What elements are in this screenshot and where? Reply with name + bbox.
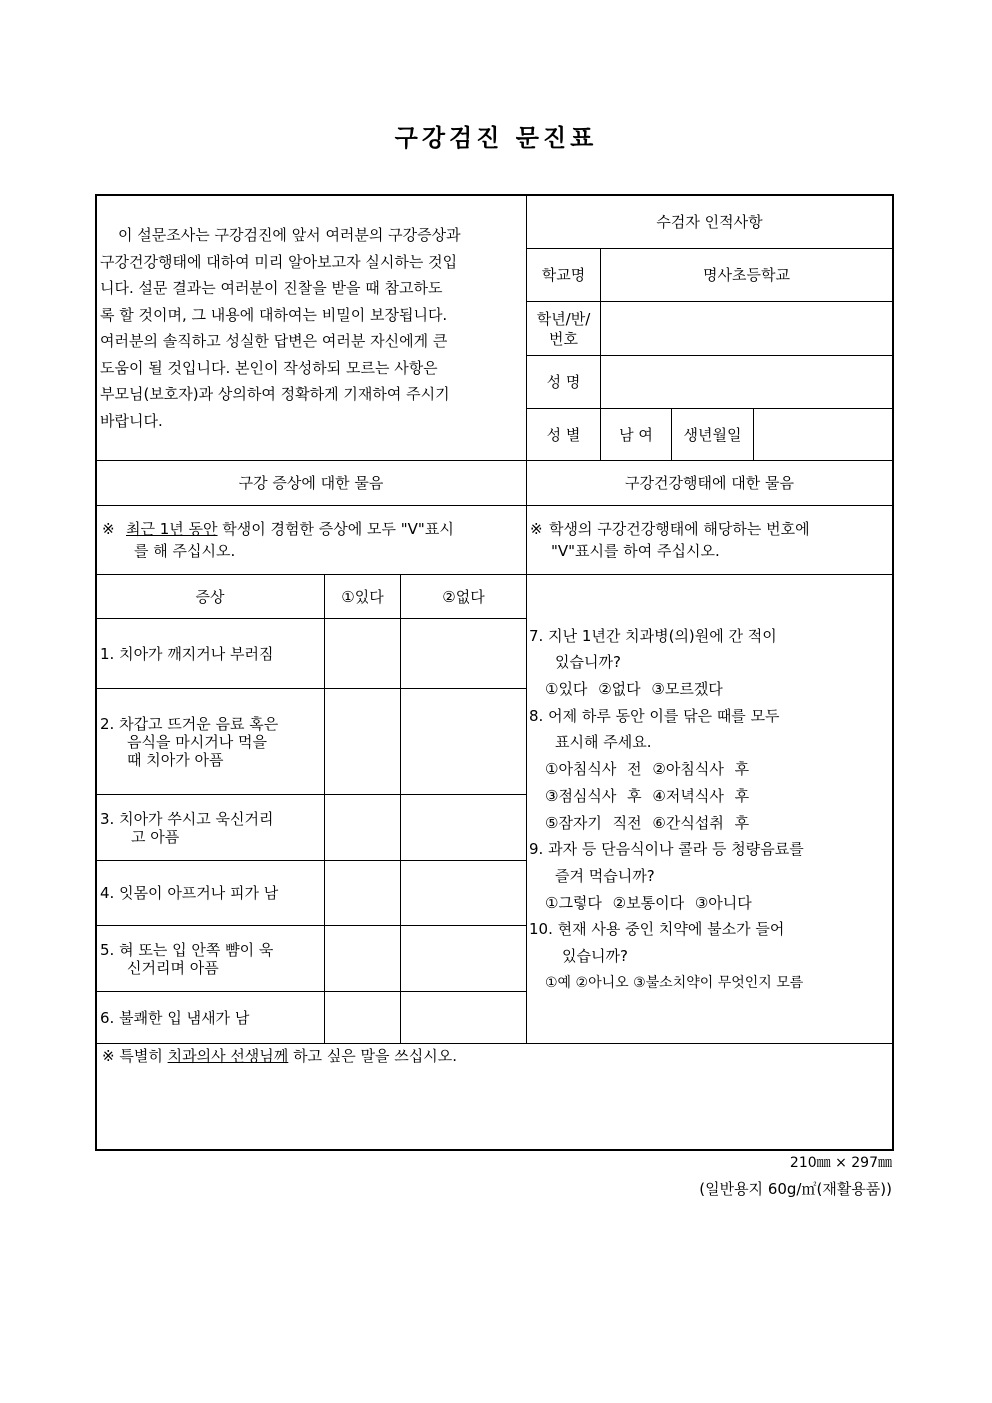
special-note-pre: 특별히: [114, 1047, 168, 1065]
symptom-text: 고 아픔: [131, 827, 180, 846]
special-note-dentist: 치과의사 선생님께: [167, 1047, 289, 1065]
behavior-question-line: 즐겨 먹습니까?: [555, 867, 655, 885]
symptom-no-checkbox[interactable]: [401, 795, 527, 861]
symptom-yes-checkbox[interactable]: [325, 619, 401, 689]
symptom-text: 2. 차갑고 뜨거운 음료 혹은: [100, 714, 279, 733]
symptom-row-label: [96, 795, 325, 861]
behavior-question-line: 있습니까?: [562, 947, 628, 965]
behavior-instruction-line2: "V"표시를 하여 주십시오.: [551, 542, 720, 560]
intro-line: 니다. 설문 결과는 여러분이 진찰을 받을 때 참고하도: [100, 279, 443, 297]
symptom-yes-checkbox[interactable]: [325, 689, 401, 795]
symptom-column-header: 증상: [96, 575, 325, 619]
symptom-instruction: [96, 506, 527, 575]
symptom-no-checkbox[interactable]: [401, 926, 527, 992]
sex-label: 성 별: [527, 409, 601, 461]
paper-type-note: (일반용지 60g/㎡(재활용품)): [699, 1180, 892, 1198]
birthdate-field[interactable]: [754, 409, 892, 461]
symptom-row-label: [96, 861, 325, 926]
school-label: 학교명: [527, 249, 601, 302]
symptom-text: 4. 잇몸이 아프거나 피가 남: [100, 884, 279, 902]
behavior-answer-options[interactable]: ①예 ②아니오 ③불소치약이 무엇인지 모름: [545, 975, 804, 991]
symptom-row-label: [96, 926, 325, 992]
intro-line: 구강건강행태에 대하여 미리 알아보고자 실시하는 것입: [100, 252, 458, 271]
grade-label-line: 번호: [549, 329, 578, 348]
behavior-answer-options[interactable]: ③점심식사 후 ④저녁식사 후: [545, 787, 750, 805]
symptom-yes-checkbox[interactable]: [325, 926, 401, 992]
symptom-yes-checkbox[interactable]: [325, 795, 401, 861]
grade-class-number-field[interactable]: [601, 302, 892, 356]
symptom-no-checkbox[interactable]: [401, 619, 527, 689]
symptom-row-label: [96, 619, 325, 689]
grade-class-number-label: [527, 302, 601, 356]
symptom-text: 6. 불쾌한 입 냄새가 남: [100, 1008, 250, 1027]
sex-options[interactable]: 남 여: [601, 409, 672, 461]
symptom-no-checkbox[interactable]: [401, 861, 527, 926]
intro-line: 여러분의 솔직하고 성실한 답변은 여러분 자신에게 큰: [100, 332, 448, 350]
symptom-instruction-period: 최근 1년 동안: [126, 520, 218, 538]
behavior-answer-options[interactable]: ①그렇다 ②보통이다 ③아니다: [545, 894, 752, 912]
behavior-question-line: 9. 과자 등 단음식이나 콜라 등 청량음료를: [529, 840, 804, 858]
symptom-text: 음식을 마시거나 먹을: [127, 732, 267, 751]
behavior-question-line: 7. 지난 1년간 치과병(의)원에 간 적이: [529, 627, 777, 645]
intro-line: 바랍니다.: [100, 411, 163, 430]
personal-info-header: 수검자 인적사항: [527, 195, 892, 249]
special-note-field[interactable]: [96, 1044, 892, 1149]
behavior-section-header: 구강건강행태에 대한 물음: [527, 461, 892, 506]
symptom-no-checkbox[interactable]: [401, 992, 527, 1044]
name-field[interactable]: [601, 356, 892, 409]
name-label: 성 명: [527, 356, 601, 409]
symptom-instruction-line2: 를 해 주십시오.: [134, 542, 236, 560]
symptom-text: 5. 혀 또는 입 안쪽 뺨이 욱: [100, 940, 274, 959]
behavior-question-line: 있습니까?: [555, 653, 621, 671]
intro-line: 도움이 될 것입니다. 본인이 작성하되 모르는 사항은: [100, 358, 438, 377]
behavior-answer-options[interactable]: ⑤잠자기 직전 ⑥간식섭취 후: [545, 814, 750, 832]
symptom-no-checkbox[interactable]: [401, 689, 527, 795]
behavior-question-line: 8. 어제 하루 동안 이를 닦은 때를 모두: [529, 707, 780, 725]
yes-column-header: ①있다: [325, 575, 401, 619]
intro-line: 이 설문조사는 구강검진에 앞서 여러분의 구강증상과: [118, 226, 461, 244]
birthdate-label: 생년월일: [672, 409, 754, 461]
note-mark: ※: [102, 520, 115, 538]
symptom-yes-checkbox[interactable]: [325, 992, 401, 1044]
intro-line: 부모님(보호자)과 상의하여 정확하게 기재하여 주시기: [100, 385, 450, 403]
symptom-yes-checkbox[interactable]: [325, 861, 401, 926]
symptom-text: 1. 치아가 깨지거나 부러짐: [100, 644, 274, 663]
no-column-header: ②없다: [401, 575, 527, 619]
behavior-question-line: 표시해 주세요.: [555, 733, 652, 751]
school-value[interactable]: 명사초등학교: [601, 249, 892, 302]
symptom-row-label: [96, 992, 325, 1044]
symptom-text: 때 치아가 아픔: [127, 750, 224, 769]
note-mark: ※: [102, 1047, 115, 1065]
special-note-post: 하고 싶은 말을 쓰십시오.: [288, 1047, 458, 1065]
symptom-text: 신거리며 아픔: [127, 958, 219, 977]
symptom-text: 3. 치아가 쑤시고 욱신거리: [100, 809, 274, 828]
behavior-instruction: [527, 506, 892, 575]
behavior-answer-options[interactable]: ①있다 ②없다 ③모르겠다: [545, 680, 723, 698]
grade-label-line: 학년/반/: [536, 309, 591, 328]
intro-paragraph: [100, 222, 524, 434]
symptom-instruction-text: 학생이 경험한 증상에 모두 "V"표시: [217, 520, 454, 538]
intro-line: 록 할 것이며, 그 내용에 대하여는 비밀이 보장됩니다.: [100, 305, 448, 324]
symptom-row-label: [96, 689, 325, 795]
paper-size-note: 210㎜ × 297㎜: [789, 1155, 892, 1171]
behavior-answer-options[interactable]: ①아침식사 전 ②아침식사 후: [545, 760, 750, 778]
note-mark: ※: [530, 520, 543, 538]
symptom-section-header: 구강 증상에 대한 물음: [96, 461, 527, 506]
page-title: 구강검진 문진표: [394, 124, 598, 152]
behavior-question-line: 10. 현재 사용 중인 치약에 불소가 들어: [529, 920, 785, 938]
behavior-instruction-line1: 학생의 구강건강행태에 해당하는 번호에: [549, 520, 810, 538]
